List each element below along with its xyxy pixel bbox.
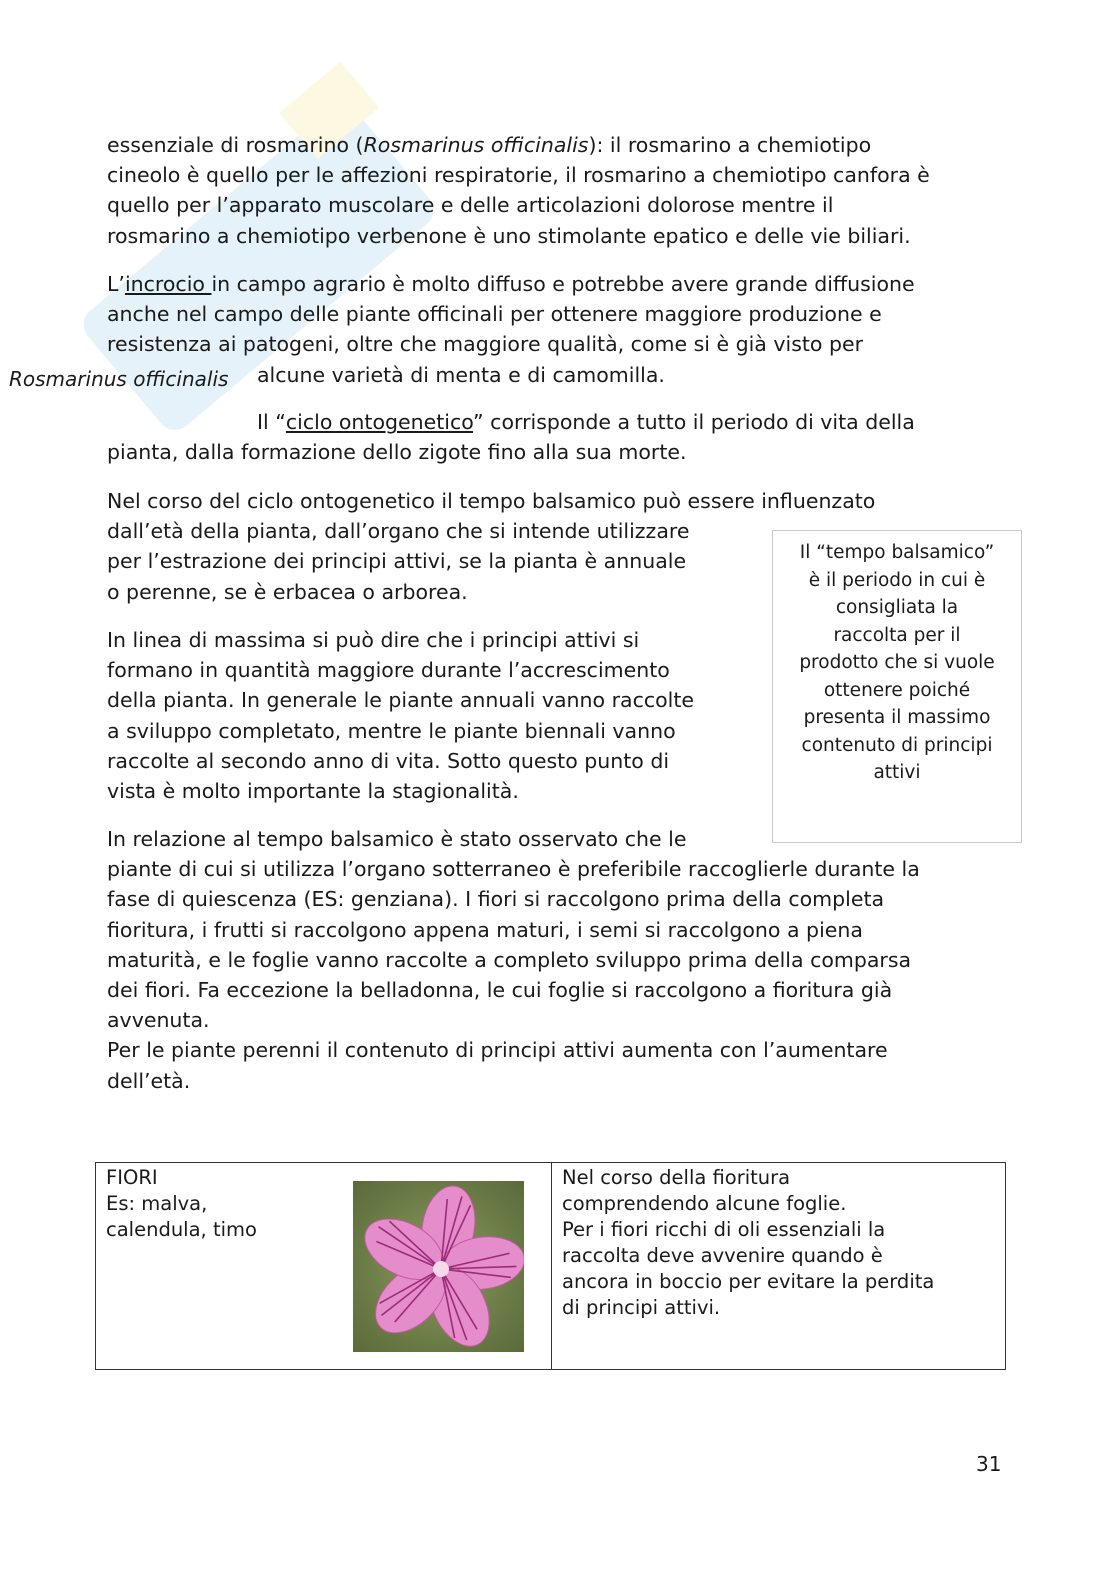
table-row (96, 1163, 1006, 1370)
malva-flower-image (353, 1181, 524, 1352)
definition-box-tempo-balsamico (772, 530, 1022, 843)
examples-line: calendula, timo (106, 1218, 257, 1241)
description-line: ancora in boccio per evitare la perdita (562, 1270, 935, 1293)
species-name: Rosmarinus officinalis (363, 133, 589, 157)
box-line: prodotto che si vuole (799, 652, 995, 673)
text-line: a sviluppo completato, mentre le piante biennali vanno (107, 718, 676, 743)
text-line: maturità, e le foglie vanno raccolte a completo sviluppo prima della comparsa (107, 947, 912, 972)
text-line: vista è molto importante la stagionalità. (107, 779, 519, 804)
underlined-term: incrocio (124, 272, 212, 296)
description-line: Per i fiori ricchi di oli essenziali la (562, 1218, 886, 1241)
box-line: raccolta per il (833, 624, 961, 646)
text: in campo agrario è molto diffuso e potrebbe avere grande diffusione (211, 272, 915, 296)
box-line: Il “tempo balsamico” (799, 542, 995, 563)
paragraph-tempo-balsamico-influence (107, 486, 875, 607)
description-line: comprendendo alcune foglie. (562, 1192, 847, 1215)
text-line: dell’età. (107, 1068, 191, 1093)
text-line: anche nel campo delle piante officinali per ottenere maggiore produzione e (107, 302, 882, 327)
paragraph-raccolta (107, 824, 920, 1096)
box-line: ottenere poiché (823, 679, 971, 701)
text-line: Per le piante perenni il contenuto di principi attivi aumenta con l’aumentare (107, 1038, 888, 1063)
box-line: contenuto di principi (801, 734, 993, 756)
text: ” corrisponde a tutto il periodo di vita della (473, 410, 915, 434)
text-line: dall’età della pianta, dall’organo che si intende utilizzare (107, 519, 690, 544)
box-line: presenta il massimo (803, 707, 991, 728)
page-number: 31 (976, 1452, 1002, 1476)
text-line: alcune varietà di menta e di camomilla. (257, 362, 665, 387)
paragraph-ciclo-ontogenetico (107, 407, 915, 467)
table-cell-description (552, 1163, 1006, 1370)
description-line: di principi attivi. (562, 1296, 721, 1319)
underlined-term: ciclo ontogenetico (285, 410, 474, 434)
description-line: raccolta deve avvenire quando è (562, 1244, 883, 1267)
box-line: consigliata la (835, 597, 959, 618)
table-cell-category (96, 1163, 552, 1370)
box-line: è il periodo in cui è (808, 569, 986, 591)
text-line: dei fiori. Fa eccezione la belladonna, le cui foglie si raccolgono a fioritura già (107, 978, 893, 1003)
examples-line: Es: malva, (106, 1192, 208, 1215)
text-line: quello per l’apparato muscolare e delle articolazioni dolorose mentre il (107, 193, 834, 218)
text-line: cineolo è quello per le affezioni respiratorie, il rosmarino a chemiotipo canfora è (107, 163, 930, 188)
text: ): il rosmarino a chemiotipo (588, 133, 872, 157)
text-line: fioritura, i frutti si raccolgono appena maturi, i semi si raccolgono a piena (107, 917, 863, 942)
text-line: della pianta. In generale le piante annuali vanno raccolte (107, 688, 695, 713)
text-line: pianta, dalla formazione dello zigote fino alla sua morte. (107, 440, 687, 465)
text-line: formano in quantità maggiore durante l’accrescimento (107, 658, 670, 683)
text-line: o perenne, se è erbacea o arborea. (107, 579, 468, 604)
paragraph-rosmarino-chemotypes (107, 130, 930, 251)
box-line: attivi (873, 762, 921, 783)
harvest-table (95, 1162, 1006, 1370)
text-line: avvenuta. (107, 1008, 210, 1033)
text-line: rosmarino a chemiotipo verbenone è uno stimolante epatico e delle vie biliari. (107, 223, 911, 248)
text-line: Nel corso del ciclo ontogenetico il tempo balsamico può essere influenzato (107, 489, 876, 513)
paragraph-principi-attivi (107, 625, 694, 806)
text-line: piante di cui si utilizza l’organo sotterraneo è preferibile raccoglierle durante la (107, 857, 920, 882)
text: L’ (107, 272, 125, 296)
text: Il “ (257, 410, 286, 434)
category-label: FIORI (106, 1166, 158, 1189)
text-line: per l’estrazione dei principi attivi, se la pianta è annuale (107, 549, 687, 574)
description-line: Nel corso della fioritura (562, 1166, 791, 1189)
text-line: In linea di massima si può dire che i principi attivi si (107, 628, 640, 652)
text-line: raccolte al secondo anno di vita. Sotto questo punto di (107, 748, 670, 773)
text-line: fase di quiescenza (ES: genziana). I fiori si raccolgono prima della completa (107, 887, 885, 912)
text-line: resistenza ai patogeni, oltre che maggiore qualità, come si è già visto per (107, 332, 864, 357)
image-caption: Rosmarinus officinalis (9, 367, 229, 391)
text-line: In relazione al tempo balsamico è stato osservato che le (107, 827, 687, 851)
text: essenziale di rosmarino ( (107, 133, 364, 157)
